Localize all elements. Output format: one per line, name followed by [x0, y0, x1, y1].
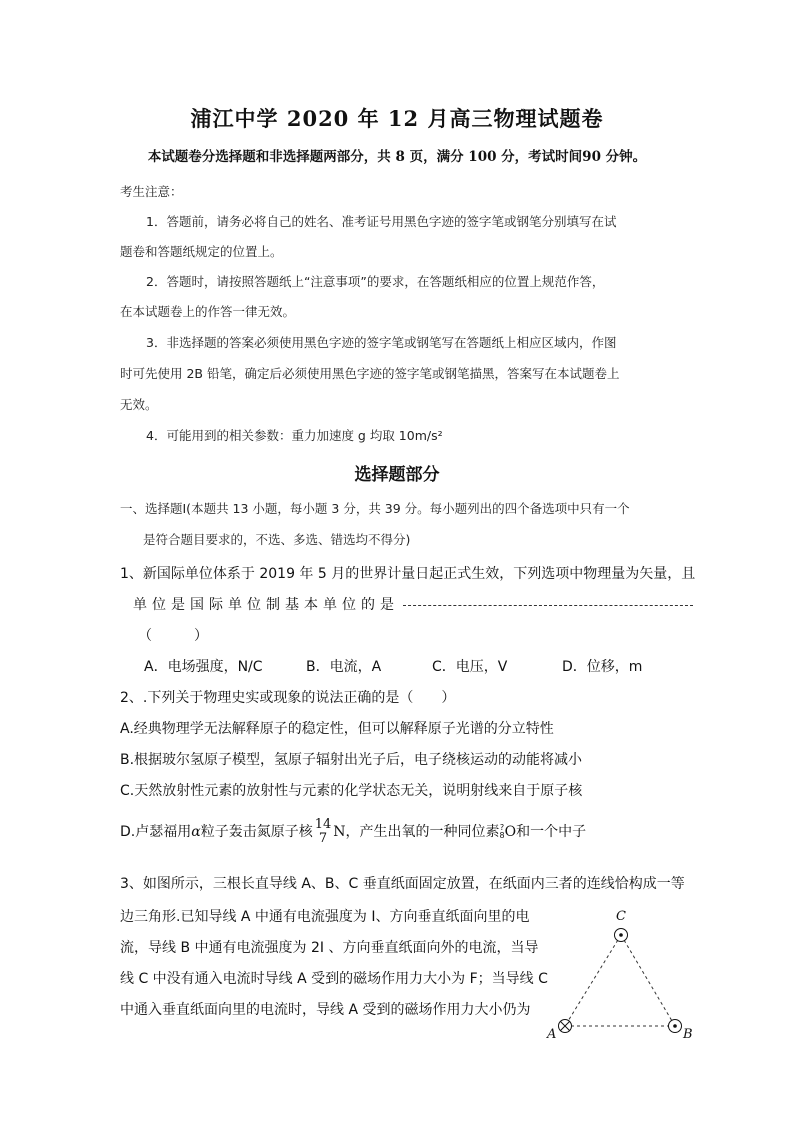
notice-item1-line2: 题卷和答题纸规定的位置上。 — [120, 244, 283, 259]
nitrogen-symbol: N — [333, 824, 346, 840]
notice-item3-line1: 3．非选择题的答案必须使用黑色字迹的签字笔或钢笔写在答题纸上相应区域内，作图 — [146, 335, 617, 350]
oxygen-mass-number: ? — [499, 823, 505, 832]
q2-d-mid: 粒子轰击氮原子核 — [200, 824, 313, 840]
q3-stem-line3: 流，导线 B 中通有电流强度为 2I 、方向垂直纸面向外的电流，当导 — [120, 940, 539, 956]
oxygen-atomic-number: 8 — [499, 831, 505, 840]
label-b: B — [683, 1027, 693, 1042]
q1-option-b: B．电流，A — [306, 659, 382, 675]
alpha-symbol: α — [191, 824, 201, 840]
q2-option-b: B.根据玻尔氢原子模型，氢原子辐射出光子后，电子绕核运动的动能将减小 — [120, 752, 583, 768]
oxygen-symbol: O — [504, 824, 517, 840]
part1-instruction-line2: 是符合题目要求的，不选、多选、错选均不得分) — [143, 532, 411, 547]
q3-stem-line5: 中通入垂直纸面向里的电流时，导线 A 受到的磁场作用力大小仍为 — [120, 1002, 531, 1018]
q3-stem-line2: 边三角形.已知导线 A 中通有电流强度为 I、方向垂直纸面向里的电 — [120, 909, 530, 925]
notice-item3-line3: 无效。 — [120, 397, 158, 412]
wire-c-dot — [619, 933, 623, 937]
triangle-edge-ca — [565, 935, 621, 1026]
notice-item3-line2: 时可先使用 2B 铅笔，确定后必须使用黑色字迹的签字笔或钢笔描黑，答案写在本试题卷上 — [120, 366, 620, 381]
q2-stem: 2、.下列关于物理史实或现象的说法正确的是（ ） — [120, 690, 456, 706]
page-title: 浦江中学 2020 年 12 月高三物理试题卷 — [190, 106, 604, 131]
q1-stem-line1: 1、新国际单位体系于 2019 年 5 月的世界计量日起正式生效，下列选项中物理量为矢量，且 — [120, 566, 696, 582]
q3-stem-line4: 线 C 中没有通入电流时导线 A 受到的磁场作用力大小为 F；当导线 C — [120, 971, 548, 987]
label-a: A — [547, 1027, 557, 1042]
part1-instruction-line1: 一、选择题Ⅰ(本题共 13 小题，每小题 3 分，共 39 分。每小题列出的四个备选项中只有一个 — [120, 501, 630, 516]
wire-triangle-diagram — [540, 900, 700, 1050]
q2-option-a: A.经典物理学无法解释原子的稳定性，但可以解释原子光谱的分立特性 — [120, 721, 554, 737]
q1-answer-bracket: （ ） — [138, 628, 208, 644]
nitrogen-nuclide-numbers — [315, 818, 332, 846]
notice-heading: 考生注意： — [120, 184, 183, 199]
exam-subtitle: 本试题卷分选择题和非选择题两部分，共 8 页，满分 100 分，考试时间90 分钟。 — [147, 149, 647, 165]
notice-item4: 4．可能用到的相关参数：重力加速度 g 均取 10m/s² — [146, 428, 443, 443]
notice-item1-line1: 1．答题前，请务必将自己的姓名、准考证号用黑色字迹的签字笔或钢笔分别填写在试 — [146, 214, 617, 229]
q1-option-d: D．位移，m — [562, 659, 643, 675]
q1-stem-text: 单位是国际单位制基本单位的是 — [133, 597, 399, 613]
q2-d-prefix: D.卢瑟福用 — [120, 824, 192, 840]
q1-option-a: A．电场强度，N/C — [144, 659, 263, 675]
q3-stem-line1: 3、如图所示，三根长直导线 A、B、C 垂直纸面固定放置，在纸面内三者的连线恰构成一等 — [120, 876, 685, 892]
q2-option-c: C.天然放射性元素的放射性与元素的化学状态无关，说明射线来自于原子核 — [120, 783, 583, 799]
triangle-edge-cb — [621, 935, 675, 1026]
wire-b-dot — [673, 1024, 677, 1028]
q2-option-d — [120, 818, 586, 846]
q2-d-end: 和一个中子 — [516, 824, 587, 840]
nitrogen-mass-number: 14 — [314, 817, 332, 832]
q1-option-c: C．电压，V — [432, 659, 508, 675]
section-title: 选择题部分 — [354, 465, 440, 485]
notice-item2-line2: 在本试题卷上的作答一律无效。 — [120, 304, 296, 319]
q1-stem-line2 — [133, 594, 693, 614]
nitrogen-atomic-number: 7 — [318, 831, 328, 846]
q2-d-post: ，产生出氧的一种同位素 — [345, 824, 500, 840]
label-c: C — [616, 909, 626, 924]
notice-item2-line1: 2．答题时，请按照答题纸上“注意事项”的要求，在答题纸相应的位置上规范作答， — [146, 274, 605, 289]
q1-dash-line — [403, 605, 693, 606]
